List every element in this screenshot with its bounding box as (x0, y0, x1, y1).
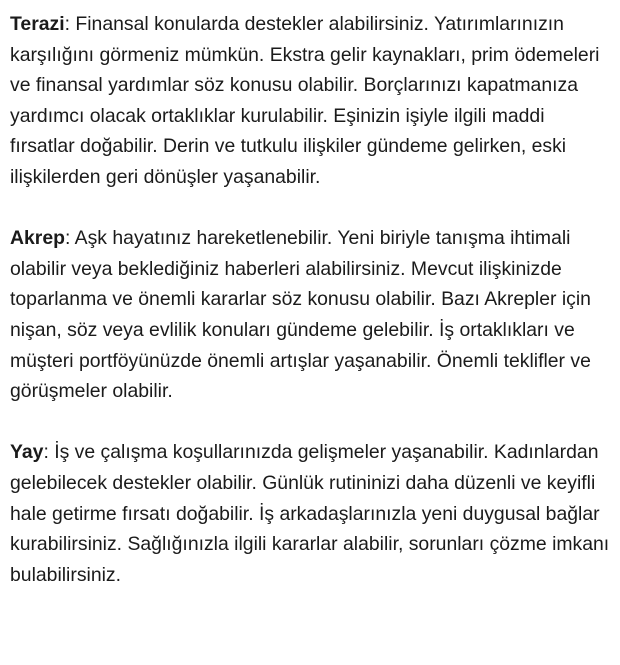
sign-name: Terazi (10, 13, 65, 35)
sign-description: : Finansal konularda destekler alabilirsiniz. Yatırımlarınızın karşılığını görmeniz mümkün. Ekstra gelir kaynakları, prim ödemeleri ve finansal yardımlar söz konusu olabilir. Borçlarınızı kapatmanıza yardımcı olacak ortaklıklar kurulabilir. Eşinizin işiyle ilgili maddi fırsatlar doğabilir. Derin ve tutkulu ilişkiler gündeme gelirken, eski ilişkilerden geri dönüşler yaşanabilir. (10, 13, 600, 188)
sign-name: Akrep (10, 227, 65, 250)
sign-name: Yay (10, 441, 44, 464)
horoscope-entry-terazi (10, 9, 612, 193)
horoscope-entry-akrep (10, 223, 612, 407)
horoscope-entry-yay (10, 437, 612, 590)
sign-description: : Aşk hayatınız hareketlenebilir. Yeni biriyle tanışma ihtimali olabilir veya beklediğiniz haberleri alabilirsiniz. Mevcut ilişkinizde toparlanma ve önemli kararlar söz konusu olabilir. Bazı Akrepler için nişan, söz veya evlilik konuları gündeme gelebilir. İş ortaklıkları ve müşteri portföyünüzde önemli artışlar yaşanabilir. Önemli teklifler ve görüşmeler olabilir. (10, 227, 591, 403)
sign-description: : İş ve çalışma koşullarınızda gelişmeler yaşanabilir. Kadınlardan gelebilecek destekler olabilir. Günlük rutininizi daha düzenli ve keyifli hale getirme fırsatı doğabilir. İş arkadaşlarınızla yeni duygusal bağlar kurabilirsiniz. Sağlığınızla ilgili kararlar alabilir, sorunları çözme imkanı bulabilirsiniz. (10, 441, 610, 586)
horoscope-article (10, 9, 612, 621)
